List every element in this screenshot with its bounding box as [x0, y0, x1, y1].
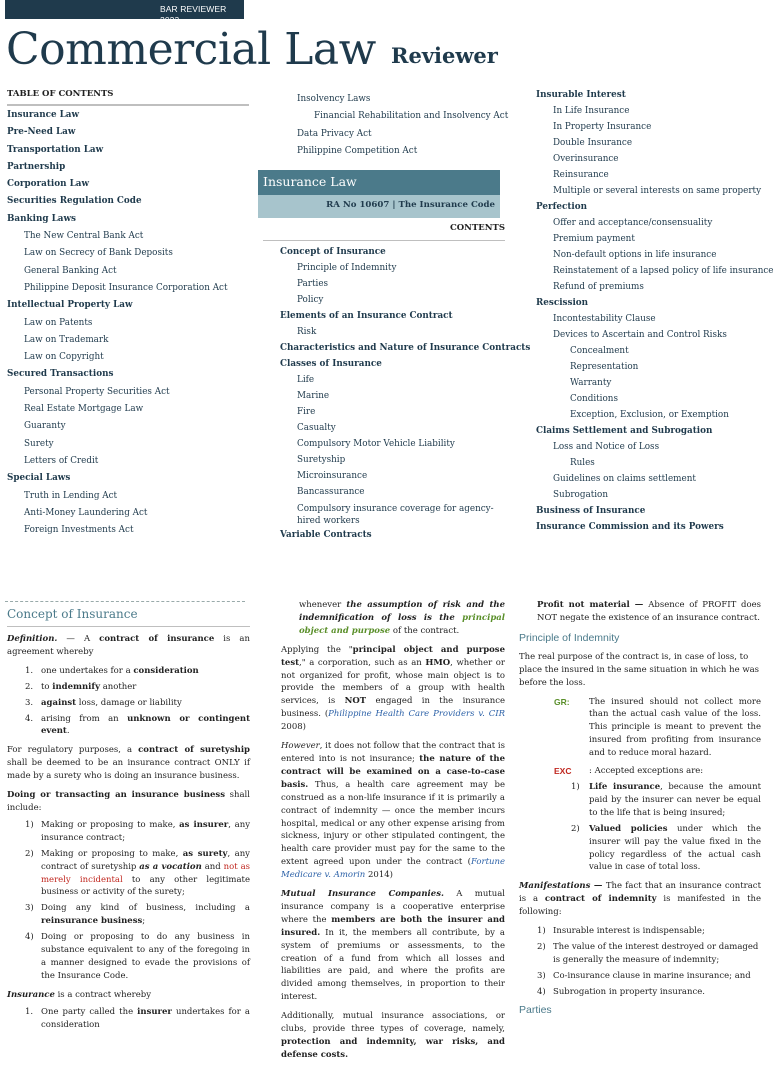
- toc-item[interactable]: Foreign Investments Act: [24, 525, 134, 536]
- mutual-clubs-paragraph: Additionally, mutual insurance associations, or clubs, provide three types of coverage, namely, protection and indemnity, war risks, and defense costs.: [281, 1011, 505, 1060]
- list-item: 1) Life insurance, because the amount paid by the insurer can never be equal to the life that is being insured;: [571, 781, 761, 818]
- toc-item[interactable]: Insurance Commission and its Powers: [536, 522, 724, 532]
- toc-item[interactable]: Financial Rehabilitation and Insolvency Act: [314, 111, 509, 122]
- toc-item[interactable]: Insurance Law: [7, 110, 80, 120]
- list-item: 1) Making or proposing to make, as insurer, any insurance contract;: [25, 819, 250, 843]
- toc-list-continued: [280, 94, 510, 163]
- toc-item[interactable]: Guaranty: [24, 421, 66, 432]
- toc-item[interactable]: Bancassurance: [297, 487, 365, 497]
- health-care-paragraph: However, it does not follow that the contract that is entered into is not insurance; the nature of the contract will be examined on a case-to-case basis. Thus, a health care agreement may be construed as a non-life insurance if it is primarily a contract of indemnity — once the member incurs hospital, medical or any other expense arising from sickness, injury or other stipulated contingent, the health care provider must pay for the same to the extent agreed upon under the contract (Fortune Medicare v. Amorin 2014): [281, 741, 505, 881]
- toc-heading: TABLE OF CONTENTS: [7, 89, 249, 106]
- toc-item[interactable]: Claims Settlement and Subrogation: [536, 426, 713, 436]
- toc-item[interactable]: Business of Insurance: [536, 506, 646, 516]
- toc-item[interactable]: Letters of Credit: [24, 455, 99, 466]
- toc-item[interactable]: Reinsurance: [553, 170, 609, 180]
- body-column-3: [519, 599, 761, 1023]
- case-citation-link[interactable]: Philippine Health Care Providers v. CIR: [328, 709, 505, 720]
- principal-object-paragraph: whenever the assumption of risk and the indemnification of loss is the principal object and purpose of the contract.: [299, 600, 505, 636]
- toc-item[interactable]: Principle of Indemnity: [297, 263, 397, 273]
- toc-item[interactable]: Offer and acceptance/consensuality: [553, 218, 713, 228]
- list-item: 1. One party called the insurer undertakes for a consideration: [25, 1006, 250, 1030]
- toc-item[interactable]: Concept of Insurance: [280, 247, 386, 257]
- case-citation-link[interactable]: Fortune Medicare v. Amorin: [281, 857, 505, 881]
- toc-item[interactable]: Conditions: [570, 394, 618, 404]
- toc-item[interactable]: Overinsurance: [553, 154, 619, 164]
- manifestations-list: [519, 925, 761, 999]
- body-column-2: [281, 599, 505, 1068]
- toc-item[interactable]: Suretyship: [297, 455, 346, 465]
- toc-item[interactable]: Rescission: [536, 298, 589, 308]
- section-divider: [5, 601, 245, 602]
- toc-item[interactable]: Insurable Interest: [536, 90, 626, 100]
- toc-item[interactable]: Loss and Notice of Loss: [553, 442, 660, 452]
- list-item: 4) Subrogation in property insurance.: [537, 986, 705, 997]
- list-item: 3) Co-insurance clause in marine insurance; and: [537, 970, 751, 981]
- toc-item[interactable]: Life: [297, 375, 315, 385]
- toc-item[interactable]: Warranty: [570, 378, 612, 388]
- insurance-contents-list-right: [536, 90, 774, 538]
- toc-item[interactable]: In Property Insurance: [553, 122, 652, 132]
- list-item: 2. to indemnify another: [25, 681, 137, 692]
- insurance-section-banner: Insurance Law: [258, 170, 500, 195]
- list-item: 2) Making or proposing to make, as surety, any contract of suretyship as a vocation and not as merely incidental to any other legitimate business or activity of the surety;: [25, 848, 251, 898]
- toc-item[interactable]: Policy: [297, 295, 324, 305]
- toc-item[interactable]: Banking Laws: [7, 213, 76, 224]
- toc-item[interactable]: Truth in Lending Act: [24, 490, 118, 501]
- toc-item[interactable]: Multiple or several interests on same property: [553, 186, 762, 196]
- toc-list-main: [7, 110, 249, 542]
- toc-item[interactable]: Refund of premiums: [553, 282, 644, 292]
- toc-item[interactable]: Philippine Competition Act: [297, 145, 418, 156]
- toc-item[interactable]: Reinstatement of a lapsed policy of life insurance: [553, 266, 774, 276]
- toc-item[interactable]: Corporation Law: [7, 179, 90, 190]
- toc-item[interactable]: Casualty: [297, 423, 336, 433]
- list-item: 4. arising from an unknown or contingent event.: [25, 713, 250, 737]
- insurance-definition-paragraph: Insurance is a contract whereby: [7, 989, 152, 1000]
- heading-principle-of-indemnity: Principle of Indemnity: [519, 631, 620, 644]
- insurance-ra-banner: RA No 10607 | The Insurance Code: [258, 195, 500, 218]
- toc-item[interactable]: Personal Property Securities Act: [24, 386, 170, 397]
- regulatory-paragraph: For regulatory purposes, a contract of suretyship shall be deemed to be an insurance contract ONLY if made by a surety who is doing an insurance business.: [7, 745, 250, 782]
- definition-label: Definition.: [7, 634, 58, 644]
- toc-item[interactable]: Special Laws: [7, 473, 71, 484]
- toc-item[interactable]: Perfection: [536, 202, 588, 212]
- toc-item[interactable]: Pre-Need Law: [7, 127, 76, 138]
- toc-item[interactable]: Double Insurance: [553, 138, 633, 148]
- mutual-insurance-paragraph: Mutual Insurance Companies. A mutual insurance company is a cooperative enterprise where the members are both the insurer and insured. In it, the members all contribute, by a system of premiums or assessments, to the creation of a fund from which all losses and liabilities are paid, and where the profits are divided among themselves, in proportion to their interest.: [281, 889, 505, 1003]
- toc-item[interactable]: Philippine Deposit Insurance Corporation Act: [24, 282, 228, 293]
- toc-item[interactable]: Law on Copyright: [24, 352, 104, 363]
- toc-item[interactable]: Law on Patents: [24, 317, 93, 328]
- toc-item[interactable]: Marine: [297, 391, 330, 401]
- toc-item[interactable]: Representation: [570, 362, 639, 372]
- toc-item[interactable]: Concealment: [570, 346, 629, 356]
- definition-paragraph: Definition. — A contract of insurance is an agreement whereby: [7, 634, 250, 657]
- definition-list: [7, 665, 250, 739]
- toc-item[interactable]: The New Central Bank Act: [24, 231, 144, 242]
- insurance-contents-list: [280, 247, 531, 546]
- toc-item[interactable]: Premium payment: [553, 234, 635, 244]
- manifestations-paragraph: Manifestations — The fact that an insurance contract is a contract of indemnity is manifested in the following:: [519, 881, 761, 918]
- toc-item[interactable]: Risk: [297, 327, 317, 337]
- doing-business-list: [7, 819, 250, 983]
- toc-item[interactable]: Non-default options in life insurance: [553, 250, 717, 260]
- list-item: 2) Valued policies under which the insurer will pay the value fixed in the policy regardless of the actual cash value in case of total loss.: [571, 823, 761, 873]
- toc-item[interactable]: Parties: [297, 279, 329, 289]
- toc-item[interactable]: Incontestability Clause: [553, 314, 656, 324]
- indemnity-purpose-paragraph: The real purpose of the contract is, in case of loss, to place the insured in the same situation in which he was before the loss.: [519, 651, 760, 688]
- toc-item[interactable]: Intellectual Property Law: [7, 300, 133, 311]
- list-item: 1. one undertakes for a consideration: [25, 665, 199, 676]
- list-item: 4) Doing or proposing to do any business in substance equivalent to any of the foregoing in a manner designed to evade the provisions of the Insurance Code.: [25, 932, 250, 981]
- header-badge: BAR REVIEWER 2023: [5, 0, 244, 19]
- body-column-1: [7, 606, 250, 1034]
- list-item: 3. against loss, damage or liability: [25, 697, 182, 708]
- toc-item[interactable]: Devices to Ascertain and Control Risks: [553, 330, 727, 340]
- toc-item[interactable]: Securities Regulation Code: [7, 196, 142, 207]
- document-title: Commercial Law: [6, 24, 376, 75]
- toc-item[interactable]: Compulsory insurance coverage for agency-hired workers: [297, 504, 494, 526]
- document-subtitle: Reviewer: [391, 43, 498, 68]
- toc-item[interactable]: Transportation Law: [7, 144, 104, 155]
- toc-item[interactable]: Exception, Exclusion, or Exemption: [570, 410, 729, 420]
- toc-item[interactable]: Compulsory Motor Vehicle Liability: [297, 439, 455, 449]
- toc-item[interactable]: Secured Transactions: [7, 369, 114, 380]
- heading-parties: Parties: [519, 1003, 552, 1016]
- contents-heading: CONTENTS: [263, 223, 505, 241]
- toc-item[interactable]: In Life Insurance: [553, 106, 630, 116]
- doing-business-paragraph: Doing or transacting an insurance business shall include:: [7, 790, 250, 813]
- list-item: 2) The value of the interest destroyed or damaged is generally the measure of indemnity;: [537, 941, 759, 965]
- heading-concept-of-insurance: Concept of Insurance: [7, 606, 250, 627]
- general-rule-block: GR: The insured should not collect more than the actual cash value of the loss. This principle is meant to prevent the insured from profiting from insurance and to reduce moral hazard.: [554, 696, 761, 759]
- toc-item[interactable]: Rules: [570, 458, 595, 468]
- toc-item[interactable]: Real Estate Mortgage Law: [24, 404, 144, 415]
- list-item: 1) Insurable interest is indispensable;: [537, 926, 705, 937]
- toc-item[interactable]: Fire: [297, 407, 316, 417]
- toc-item[interactable]: Anti-Money Laundering Act: [24, 507, 148, 518]
- toc-item[interactable]: Partnership: [7, 161, 66, 172]
- toc-item[interactable]: Subrogation: [553, 490, 609, 500]
- toc-item[interactable]: Insolvency Laws: [297, 94, 371, 104]
- exception-block: EXC : Accepted exceptions are:: [554, 766, 704, 777]
- toc-item[interactable]: Classes of Insurance: [280, 359, 382, 369]
- list-item: 3) Doing any kind of business, including a reinsurance business;: [25, 903, 250, 927]
- toc-item[interactable]: Law on Secrecy of Bank Deposits: [24, 248, 173, 259]
- toc-item[interactable]: Data Privacy Act: [297, 128, 372, 139]
- hmo-paragraph: Applying the "principal object and purpose test," a corporation, such as an HMO, whether or not organized for profit, whose main object is to provide the members of a group with health services, is NOT engaged in the insurance business. (Philippine Health Care Providers v. CIR 2008): [281, 644, 505, 733]
- toc-item[interactable]: Microinsurance: [297, 471, 368, 481]
- toc-item[interactable]: Elements of an Insurance Contract: [280, 311, 453, 321]
- toc-item[interactable]: Guidelines on claims settlement: [553, 474, 696, 484]
- toc-item[interactable]: Surety: [24, 438, 54, 449]
- toc-item[interactable]: Characteristics and Nature of Insurance Contracts: [280, 343, 531, 353]
- profit-not-material-paragraph: Profit not material — Absence of PROFIT does NOT negate the existence of an insurance contract.: [537, 600, 761, 623]
- toc-item[interactable]: General Banking Act: [24, 265, 117, 276]
- toc-item[interactable]: Variable Contracts: [280, 530, 372, 540]
- toc-item[interactable]: Law on Trademark: [24, 334, 109, 345]
- insurance-definition-list: [7, 1006, 250, 1032]
